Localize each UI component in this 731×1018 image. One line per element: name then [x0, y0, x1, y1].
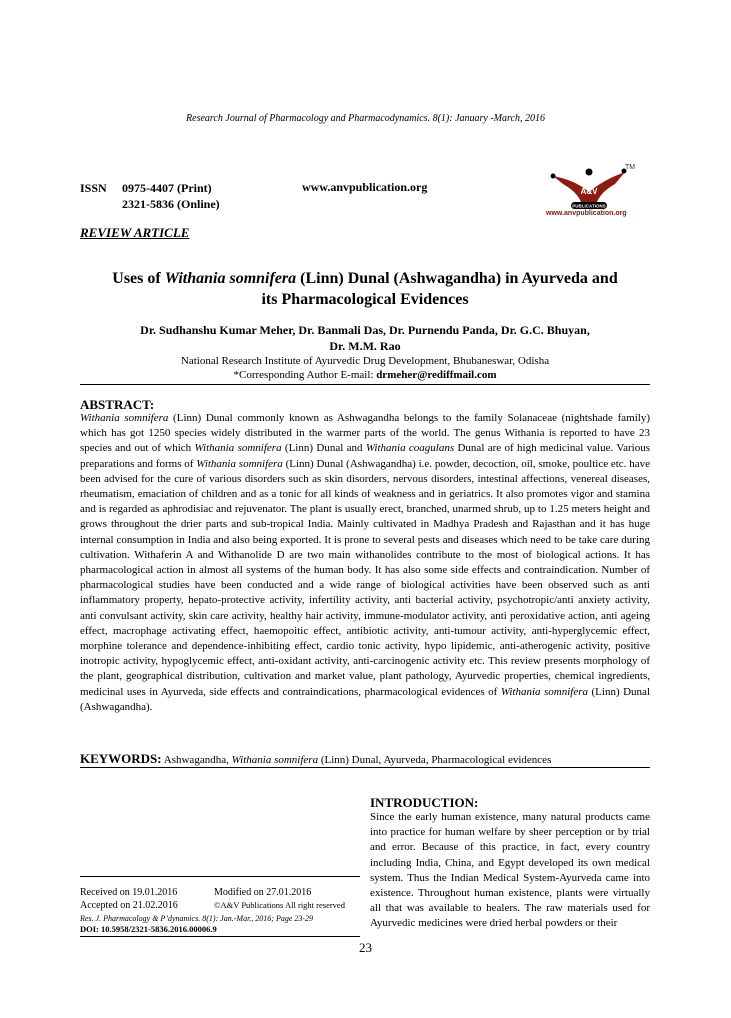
species-name: Withania somnifera: [500, 685, 589, 698]
logo-url: www.anvpublication.org: [546, 210, 627, 217]
affiliation: National Research Institute of Ayurvedic Drug Development, Bhubaneswar, Odisha: [180, 355, 550, 367]
species-name: Withania somnifera: [80, 412, 169, 424]
abstract-text: (Linn) Dunal (Ashwagandha).: [80, 685, 650, 713]
footnote-dates-1: [80, 886, 370, 899]
species-name: Withania coagulans: [365, 442, 455, 455]
issn-online: 2321-5836 (Online): [122, 197, 220, 211]
received-date: Received on 19.01.2016: [80, 887, 178, 898]
keywords-label: KEYWORDS:: [80, 751, 162, 766]
article-title: [60, 268, 670, 310]
issn-print: 0975-4407 (Print): [122, 181, 212, 195]
title-text: (Linn) Dunal (Ashwagandha) in Ayurveda and: [296, 270, 618, 287]
keywords-text: (Linn) Dunal, Ayurveda, Pharmacological evidences: [318, 754, 552, 766]
authors-line: Dr. Sudhanshu Kumar Meher, Dr. Banmali Das, Dr. Purnendu Panda, Dr. G.C. Bhuyan,: [140, 323, 590, 337]
article-type: REVIEW ARTICLE: [80, 225, 190, 240]
title-species: Withania somnifera: [164, 270, 297, 287]
abstract-text: (Linn) Dunal commonly known as Ashwagandha belongs to the family Solanaceae (nightshade family) which has got 1250 species widely distributed in the warmer parts of the world. The genus Withania is reported to have 23 species and out of which: [80, 412, 650, 455]
abstract-heading: ABSTRACT:: [80, 397, 155, 412]
footnote-divider: [80, 876, 360, 877]
issn-label: ISSN: [80, 181, 107, 195]
website-link[interactable]: www.anvpublication.org: [302, 180, 428, 194]
abstract-text: (Linn) Dunal and: [281, 442, 366, 455]
page-number: 23: [359, 940, 372, 955]
abstract-text: Dunal are of high medicinal value. Various preparations and forms of: [80, 442, 650, 470]
species-name: Withania somnifera: [194, 442, 282, 455]
species-name: Withania somnifera: [196, 457, 283, 470]
introduction-heading: INTRODUCTION:: [370, 795, 479, 810]
running-head: Research Journal of Pharmacology and Pharmacodynamics. 8(1): January -March, 2016: [186, 113, 545, 124]
title-text-line2: its Pharmacological Evidences: [261, 291, 469, 308]
footnote-dates-2: [80, 899, 370, 912]
footnote-divider: [80, 936, 360, 937]
anv-logo-icon: [545, 162, 635, 212]
keywords: [80, 751, 551, 767]
authors: [60, 322, 670, 354]
svg-text:TM: TM: [625, 164, 635, 171]
citation: Res. J. Pharmacology & P’dynamics. 8(1): Jan.-Mar., 2016; Page 23-29: [80, 914, 314, 923]
abstract-body: [80, 411, 650, 715]
modified-date: Modified on 27.01.2016: [214, 887, 312, 898]
title-text: Uses of: [112, 270, 165, 287]
affiliation-block: [60, 354, 670, 382]
accepted-date: Accepted on 21.02.2016: [80, 900, 178, 911]
corresponding-email[interactable]: drmeher@rediffmail.com: [376, 369, 497, 381]
svg-text:PUBLICATIONS: PUBLICATIONS: [572, 203, 606, 209]
copyright: ©A&V Publications All right reserved: [214, 900, 345, 910]
abstract-text: (Linn) Dunal (Ashwagandha) i.e. powder, decoction, oil, smoke, poultice etc. have been advised for the cure of various disorders such as skin disorders, nervous disorders, intestinal affections, venereal diseases, rheumatism, emaciation of children and as a tonic for all kinds of weakness and in geriatrics. It also promotes vigor and stamina and is regarded as aphrodisiac and rejuvenator. The plant is usually erect, branched, unarmed shrub, up to 1.25 meters height and grows throughout the drier parts and sub-tropical India. Mainly cultivated in Madhya Pradesh and Rajasthan and it has huge internal consumption in India and also being exported. It is prone to several pests and diseases which need to be take care during cultivation. Withaferin A and Withanolide D are two main withanolides contribute to the most of biological actions. It has pharmacological action in almost all systems of the human body. It has also some side effects and contraindication. Number of pharmacological studies have been conducted and a wide range of biological activities have been observed such as anti inflammatory property, hepato-protective activity, infertility activity, anti bacterial activity, psychotropic/anti anxiety activity, anti convulsant activity, skin care activity, healthy hair activity, immune-modulator activity, anti peroxidative action, anti ageing effect, macrophage activating effect, haemopoitic effect, antibiotic activity, anti-tumour activity, anti-hyperglycemic effect, morphine tolerance and dependence-inhibiting effect, cardio tonic activity, hypo lipidemic, anti-atherogenic activity, positive inotropic activity, hypoglycemic effect, anti-oxidant activity, anti-carcinogenic activity etc. This review presents morphology of the plant, geographical distribution, cultivation and market value, plant pathology, Ayurvedic properties, chemical ingredients, medicinal uses in Ayurveda, side effects and contraindications, pharmacological evidences of: [80, 457, 651, 698]
issn-block: [80, 180, 220, 212]
authors-line: Dr. M.M. Rao: [329, 339, 401, 353]
divider: [80, 767, 650, 768]
keywords-text: Ashwagandha,: [161, 754, 232, 766]
svg-text:A&V: A&V: [580, 187, 598, 196]
corresponding-label: *Corresponding Author E-mail:: [233, 369, 377, 381]
introduction-body: Since the early human existence, many natural products came into practice for human welfare by sheer perception or by trial and error. Because of this practice, in fact, every country including India, China, and Egypt developed its own medical system. Thus the Indian Medical System-Ayurveda came into existence. Throughout human existence, plants were virtually all that was available to healers. The raw materials used for Ayurvedic medicines were dried herbal powders or their: [370, 811, 650, 930]
corresponding-author: [60, 368, 670, 382]
doi[interactable]: DOI: 10.5958/2321-5836.2016.00006.9: [80, 924, 217, 934]
keywords-species: Withania somnifera: [231, 754, 319, 766]
divider: [80, 384, 650, 385]
